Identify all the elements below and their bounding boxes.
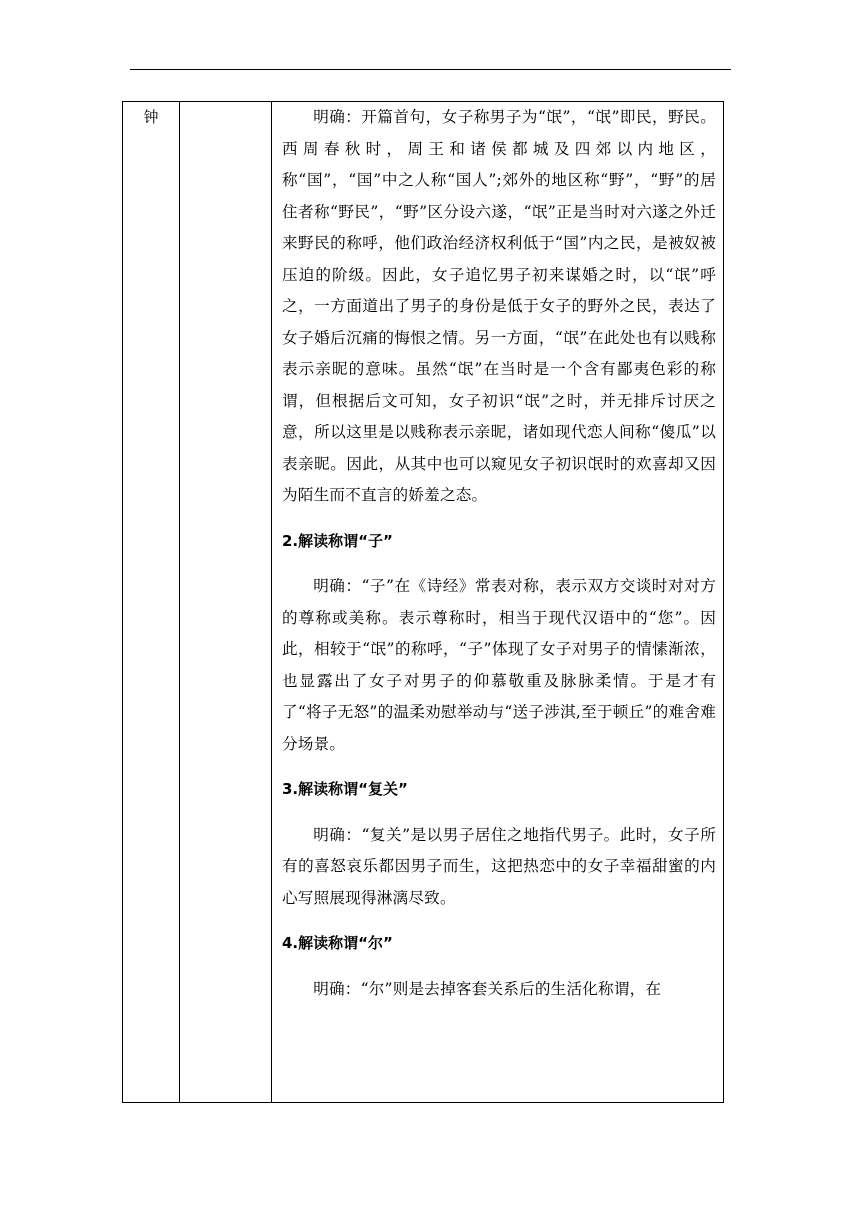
paragraph-1: 明确：开篇首句，女子称男子为“氓”，“氓”即民，野民。西周春秋时，周王和诸侯都城及四郊以内地区，称“国”，“国”中之人称“国人”;郊外的地区称“野”，“野”的居住者称“野民”，“野”区分设六遂，“氓”正是当时对六遂之外迁来野民的称呼，他们政治经济权利低于“国”内之民，是被奴被压迫的阶级。因此，女子追忆男子初来谋婚之时，以“氓”呼之，一方面道出了男子的身份是低于女子的野外之民，表达了女子婚后沉痛的悔恨之情。另一方面，“氓”在此处也有以贱称表示亲昵的意味。虽然“氓”在当时是一个含有鄙夷色彩的称谓，但根据后文可知，女子初识“氓”之时，并无排斥讨厌之意，所以这里是以贱称表示亲昵，诸如现代恋人间称“傻瓜”以表亲昵。因此，从其中也可以窥见女子初识氓时的欢喜却又因为陌生而不直言的娇羞之态。 [282, 108, 716, 504]
stage-cell [123, 102, 180, 1103]
heading-2: 2.解读称谓“子” [282, 531, 393, 550]
table-row [123, 102, 724, 1103]
heading-3: 3.解读称谓“复关” [282, 780, 408, 798]
lesson-table [122, 101, 724, 1103]
stage-label: 钟 [143, 108, 159, 126]
paragraph-4: 明确：“尔”则是去掉客套关系后的生活化称谓，在 [313, 979, 662, 998]
paragraph-3: 明确：“复关”是以男子居住之地指代男子。此时，女子所有的喜怒哀乐都因男子而生，这把热恋中的女子幸福甜蜜的内心写照展现得淋漓尽致。 [282, 825, 716, 907]
content-cell [272, 102, 724, 1103]
header-rule [130, 69, 731, 70]
paragraph-2: 明确：“子”在《诗经》常表对称，表示双方交谈时对对方的尊称或美称。表示尊称时，相当于现代汉语中的“您”。因此，相较于“氓”的称呼，“子”体现了女子对男子的情愫渐浓，也显露出了女子对男子的仰慕敬重及脉脉柔情。于是才有了“将子无怒”的温柔劝慰举动与“送子涉淇,至于顿丘”的难舍难分场景。 [282, 577, 716, 753]
heading-4: 4.解读称谓“尔” [282, 934, 393, 952]
empty-cell [180, 102, 272, 1103]
